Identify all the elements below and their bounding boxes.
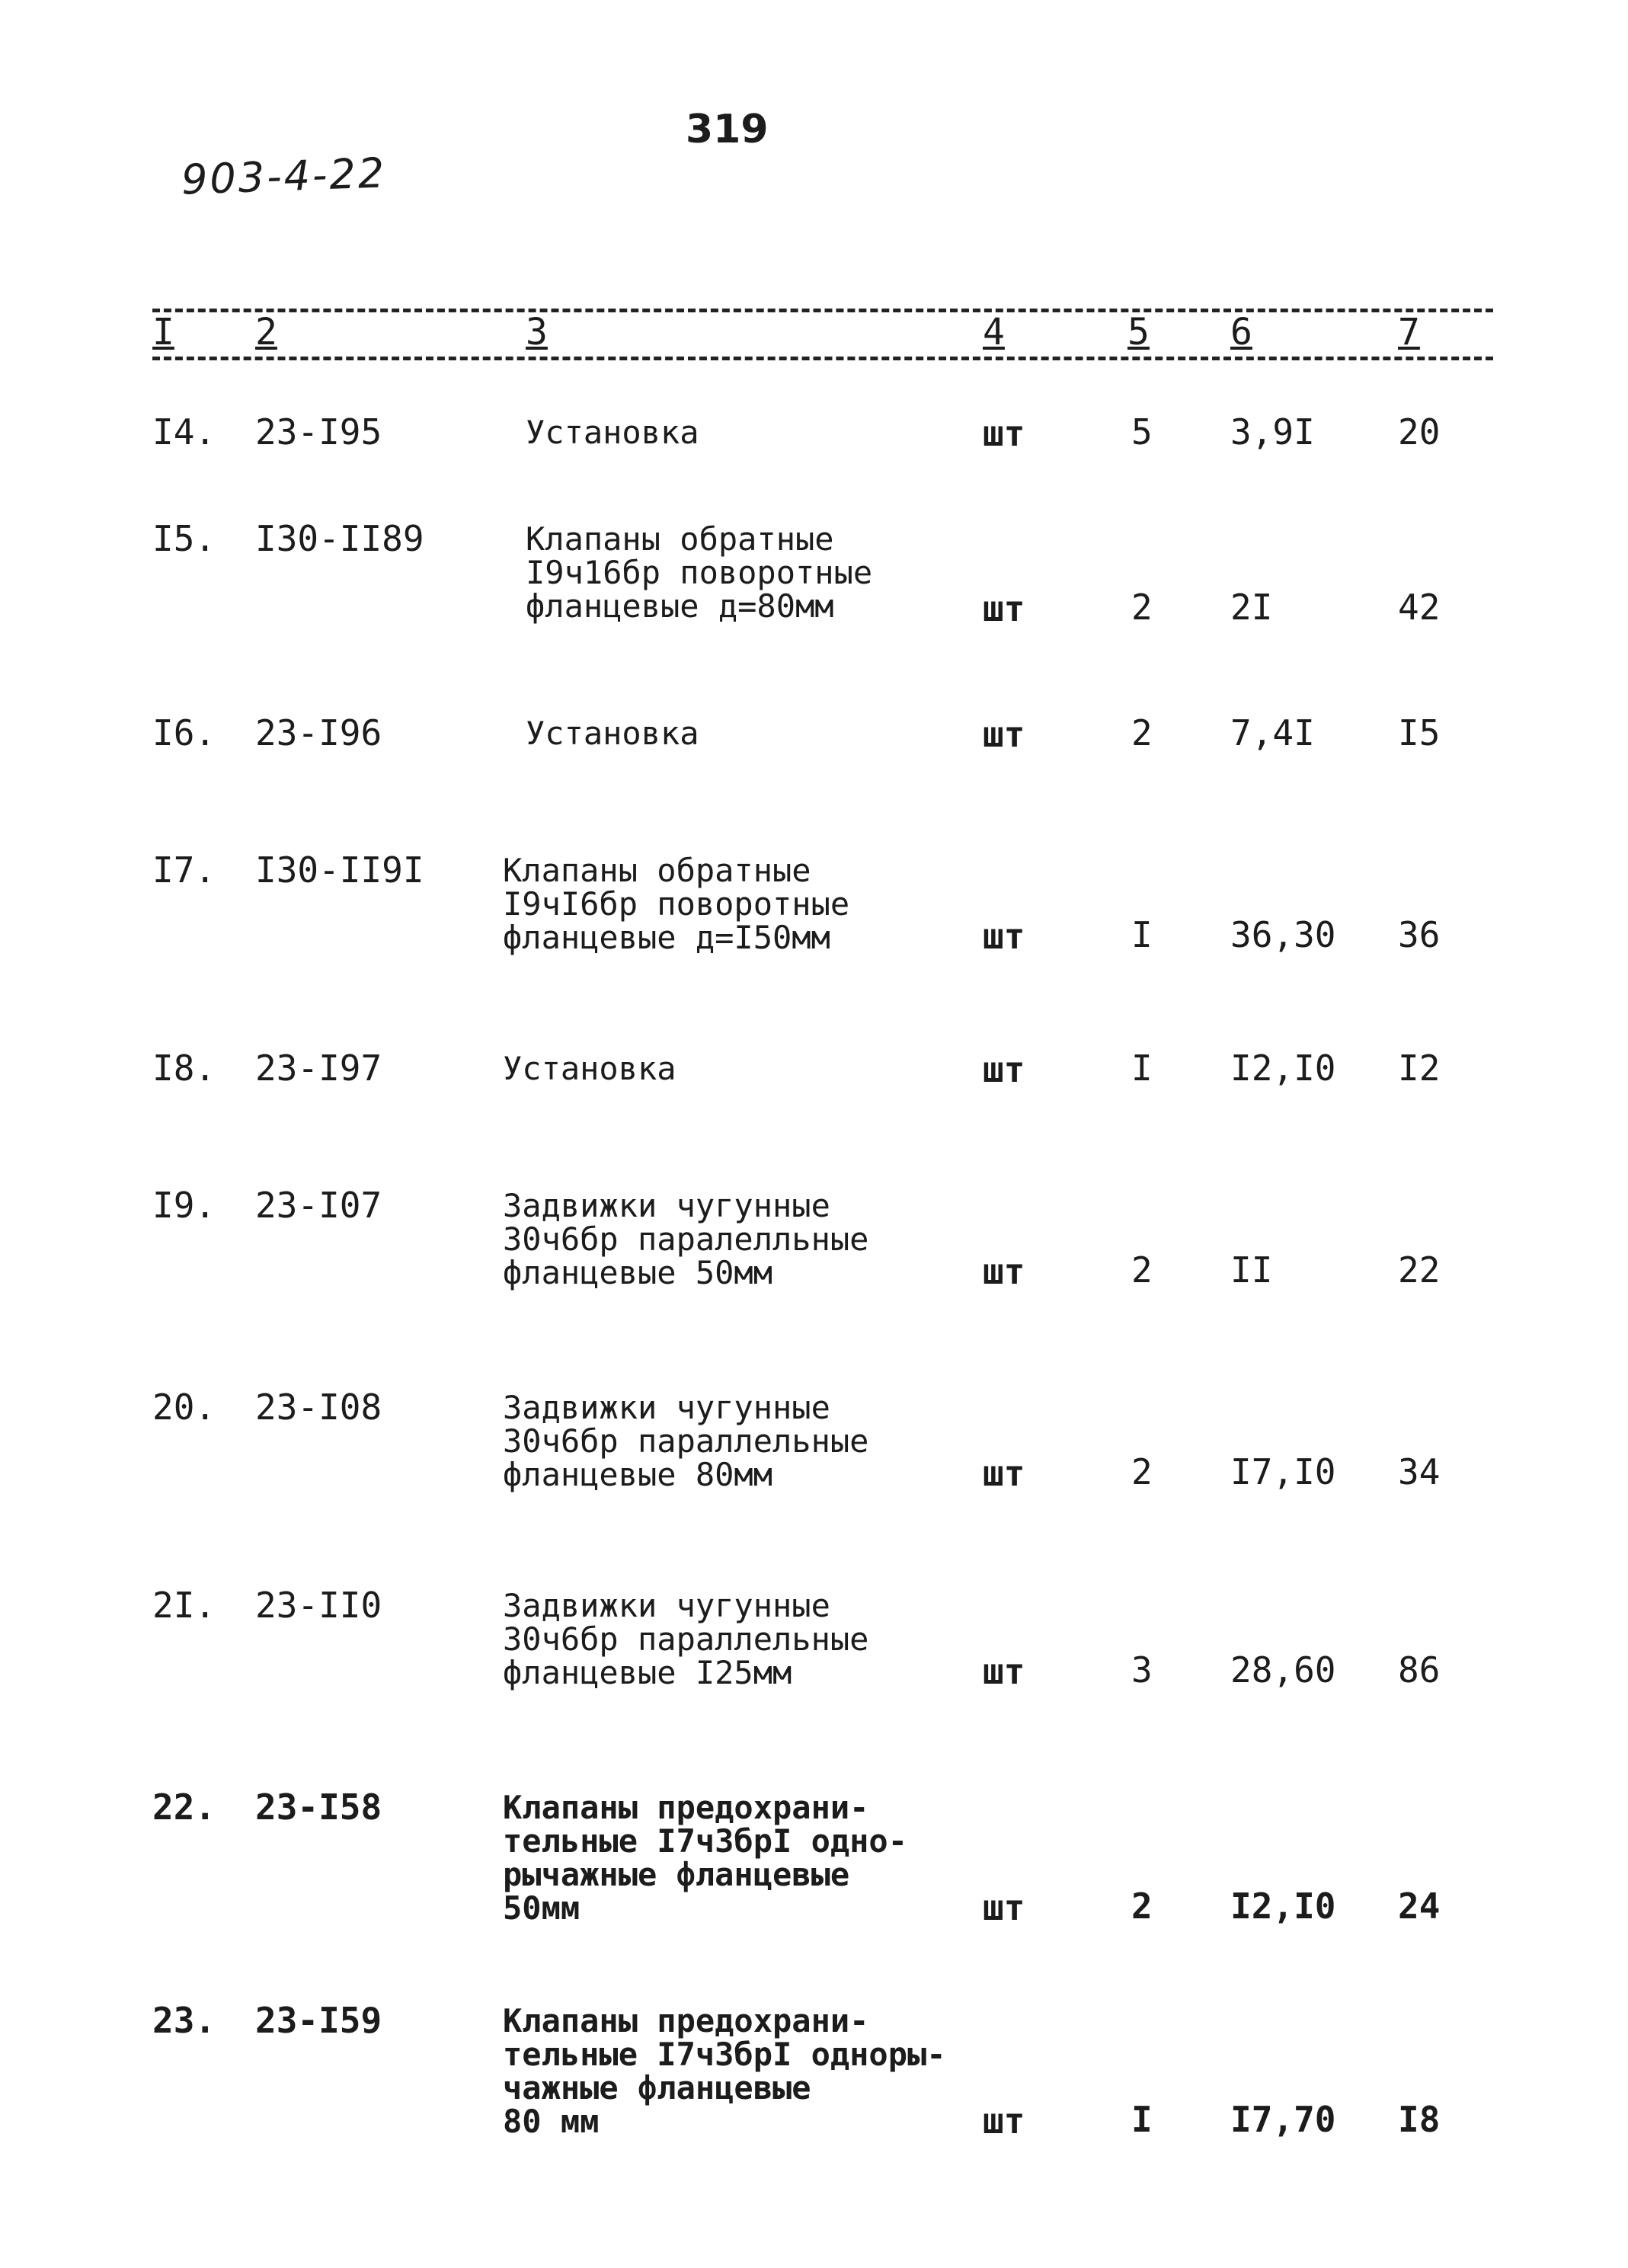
row-number: 20. (152, 1387, 216, 1428)
unit-price: 2I (1230, 587, 1273, 628)
description-line: фланцевые д=80мм (526, 587, 834, 625)
description-line: 30ч6бр параллельные (503, 1620, 869, 1658)
column-header-2: 2 (255, 311, 277, 353)
unit: шт (983, 413, 1025, 454)
description-line: фланцевые д=I50мм (503, 919, 830, 956)
description-line: 30ч6бр параллельные (503, 1422, 869, 1460)
description-line: тельные I7ч3бpI одноры- (503, 2036, 946, 2073)
total: I8 (1398, 2099, 1441, 2140)
unit-price: I2,I0 (1230, 1886, 1336, 1927)
row-number: 2I. (152, 1585, 216, 1626)
total: 22 (1398, 1249, 1441, 1291)
unit: шт (983, 2100, 1025, 2142)
description-line: рычажные фланцевые (503, 1856, 850, 1893)
price-code: 23-I58 (255, 1787, 382, 1828)
column-header-4: 4 (983, 311, 1005, 353)
unit-price: I7,I0 (1230, 1451, 1336, 1492)
unit-price: 28,60 (1230, 1649, 1336, 1691)
column-header-7: 7 (1398, 311, 1420, 353)
quantity: 2 (1131, 712, 1153, 753)
quantity: 3 (1131, 1649, 1153, 1691)
description-line: Установка (526, 414, 699, 451)
description-line: Задвижки чугунные (503, 1389, 830, 1426)
price-code: 23-I95 (255, 411, 382, 453)
description-line: чажные фланцевые (503, 2069, 811, 2106)
row-number: I8. (152, 1048, 216, 1089)
header-top-rule (152, 309, 1493, 312)
row-number: I9. (152, 1185, 216, 1226)
row-number: 22. (152, 1787, 216, 1828)
description-line: 50мм (503, 1889, 581, 1927)
column-header-6: 6 (1230, 311, 1252, 353)
unit-price: I7,70 (1230, 2099, 1336, 2140)
unit: шт (983, 1251, 1025, 1292)
column-header-1: I (152, 311, 174, 353)
unit: шт (983, 1651, 1025, 1692)
description-line: фланцевые 50мм (503, 1254, 773, 1291)
unit: шт (983, 1887, 1025, 1928)
quantity: 2 (1131, 1886, 1153, 1927)
description-line: 30ч6бр паралелльные (503, 1220, 869, 1258)
unit: шт (983, 714, 1025, 755)
price-code: 23-I59 (255, 2000, 382, 2041)
row-number: 23. (152, 2000, 216, 2041)
row-number: I6. (152, 712, 216, 753)
total: 20 (1398, 411, 1441, 453)
row-number: I5. (152, 518, 216, 559)
total: 86 (1398, 1649, 1441, 1691)
unit: шт (983, 916, 1025, 957)
unit-price: 7,4I (1230, 712, 1315, 753)
price-code: 23-I08 (255, 1387, 382, 1428)
description-line: фланцевые 80мм (503, 1456, 773, 1493)
unit-price: I2,I0 (1230, 1048, 1336, 1089)
description-line: I9ч16бр поворотные (526, 554, 873, 591)
quantity: I (1131, 2099, 1153, 2140)
price-code: 23-I97 (255, 1048, 382, 1089)
price-code: I30-II9I (255, 849, 424, 891)
total: 34 (1398, 1451, 1441, 1492)
description-line: Клапаны обратные (526, 520, 834, 558)
price-code: 23-II0 (255, 1585, 382, 1626)
description-line: Клапаны предохрани- (503, 2002, 869, 2039)
price-code: 23-I96 (255, 712, 382, 753)
price-code: 23-I07 (255, 1185, 382, 1226)
description-line: Установка (526, 715, 699, 752)
unit: шт (983, 1453, 1025, 1494)
unit: шт (983, 588, 1025, 629)
price-code: I30-II89 (255, 518, 424, 559)
description-line: Установка (503, 1050, 676, 1087)
description-line: Задвижки чугунные (503, 1587, 830, 1624)
description-line: 80 мм (503, 2103, 600, 2140)
quantity: 2 (1131, 1249, 1153, 1291)
quantity: I (1131, 1048, 1153, 1089)
unit: шт (983, 1049, 1025, 1090)
unit-price: 3,9I (1230, 411, 1315, 453)
description-line: фланцевые I25мм (503, 1654, 792, 1691)
document-code: 903-4-22 (180, 149, 388, 204)
unit-price: 36,30 (1230, 914, 1336, 955)
row-number: I7. (152, 849, 216, 891)
header-bottom-rule (152, 357, 1493, 360)
unit-price: II (1230, 1249, 1273, 1291)
total: 24 (1398, 1886, 1441, 1927)
page-number: 319 (686, 107, 769, 152)
description-line: Задвижки чугунные (503, 1187, 830, 1224)
description-line: тельные I7ч3бpI одно- (503, 1822, 908, 1860)
total: 42 (1398, 587, 1441, 628)
description-line: I9чI6бр поворотные (503, 885, 850, 923)
total: 36 (1398, 914, 1441, 955)
row-number: I4. (152, 411, 216, 453)
quantity: 2 (1131, 587, 1153, 628)
quantity: 2 (1131, 1451, 1153, 1492)
quantity: I (1131, 914, 1153, 955)
total: I2 (1398, 1048, 1441, 1089)
column-header-3: 3 (526, 311, 548, 353)
quantity: 5 (1131, 411, 1153, 453)
description-line: Клапаны предохрани- (503, 1789, 869, 1826)
column-header-5: 5 (1127, 311, 1150, 353)
total: I5 (1398, 712, 1441, 753)
description-line: Клапаны обратные (503, 852, 811, 889)
